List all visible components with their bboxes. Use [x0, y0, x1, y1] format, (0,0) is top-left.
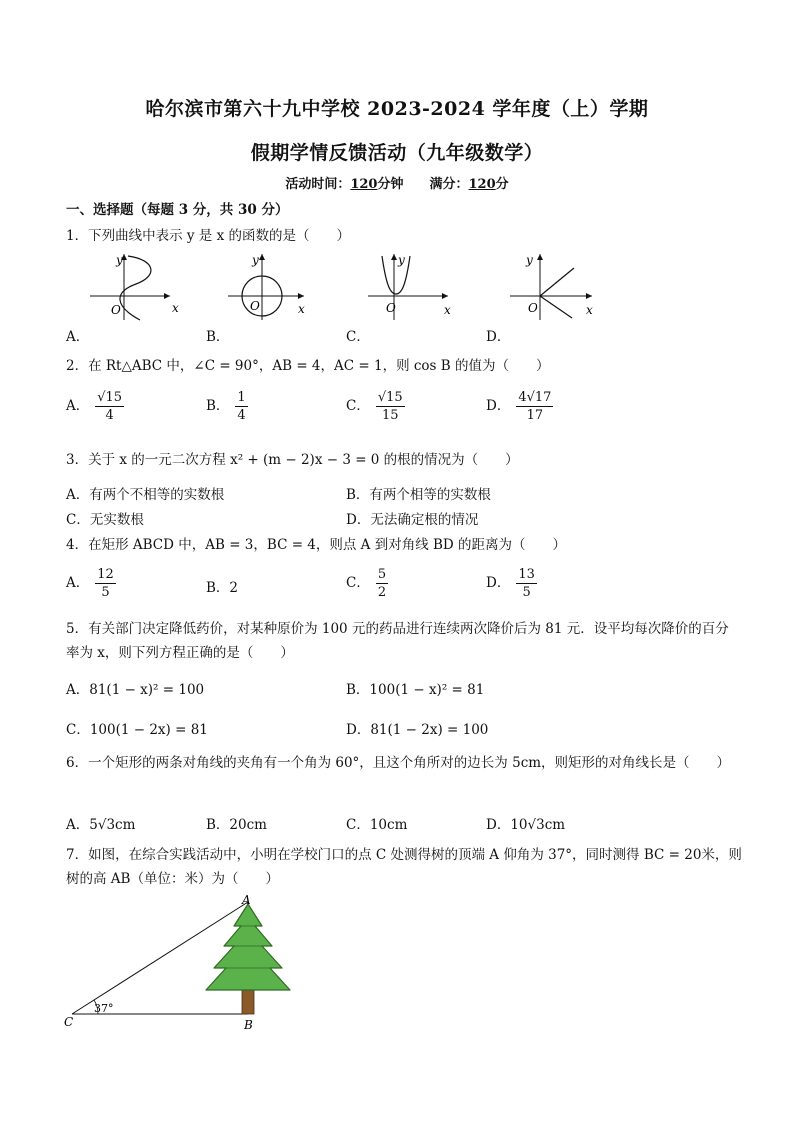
- tree-foliage: [206, 904, 290, 990]
- q1a-origin-label: O: [111, 303, 121, 317]
- q1d-y-label: y: [526, 253, 533, 267]
- q4-option-d: D． $\frac{13}{5}$: [486, 567, 535, 600]
- q3-option-d: D．无法确定根的情况: [346, 512, 479, 528]
- q5-option-b: B．100(1 − x)² = 81: [346, 682, 485, 698]
- q1d-x-label: x: [586, 303, 593, 317]
- q6-option-c: C．10cm: [346, 817, 408, 833]
- q6-option-b: B．20cm: [206, 817, 267, 833]
- q1-option-c: C．: [346, 329, 370, 345]
- q1a-y-label: y: [116, 253, 123, 267]
- q3-option-c: C．无实数根: [66, 512, 144, 528]
- question-1-stem: 1．下列曲线中表示 y 是 x 的函数的是（ ）: [66, 228, 350, 244]
- q1-graph-c: [366, 250, 462, 324]
- q1-option-a: A．: [66, 329, 90, 345]
- q2-option-a: A． $\frac{√15}{4}$: [66, 390, 123, 423]
- time-unit: 分钟: [377, 177, 404, 192]
- question-4-stem: 4．在矩形 ABCD 中，AB = 3，BC = 4，则点 A 到对角线 BD 的距离为（ ）: [66, 537, 567, 553]
- label-angle: 37°: [94, 1002, 114, 1015]
- q5-option-c: C．100(1 − 2x) = 81: [66, 722, 208, 738]
- exam-meta: [0, 173, 794, 192]
- q6-option-a: A．5√3cm: [66, 817, 136, 833]
- q7-tree-figure: [62, 892, 322, 1037]
- q1c-origin-label: O: [386, 301, 396, 315]
- label-a: A: [242, 893, 251, 907]
- q5-option-d: D．81(1 − 2x) = 100: [346, 722, 489, 738]
- question-3-stem: 3．关于 x 的一元二次方程 x² + (m − 2)x − 3 = 0 的根的情况为（ ）: [66, 452, 519, 468]
- q1-option-b: B．: [206, 329, 230, 345]
- q5-option-a: A．81(1 − x)² = 100: [66, 682, 205, 698]
- score-unit: 分: [495, 177, 509, 192]
- exam-subtitle: 假期学情反馈活动（九年级数学）: [250, 142, 544, 164]
- question-5-stem: 5．有关部门决定降低药价，对某种原价为 100 元的药品进行连续两次降价后为 81 元．设平均每次降价的百分率为 x，则下列方程正确的是（ ）: [66, 621, 729, 661]
- time-value: 120: [350, 177, 378, 192]
- q4-option-c: C． $\frac{5}{2}$: [346, 567, 387, 600]
- q1b-origin-label: O: [250, 299, 260, 313]
- q2-option-b: B． $\frac{1}{4}$: [206, 390, 246, 423]
- q2-option-d: D． $\frac{4√17}{17}$: [486, 390, 552, 423]
- q1-graph-d: [508, 250, 604, 324]
- line-ca: [72, 902, 248, 1014]
- question-7-stem: 7．如图，在综合实践活动中，小明在学校门口的点 C 处测得树的顶端 A 仰角为 37°，同时测得 BC = 20米，则树的高 AB（单位：米）为（ ）: [66, 847, 742, 887]
- q1-graph-a: [84, 250, 184, 324]
- q4-option-a: A． $\frac{12}{5}$: [66, 567, 114, 600]
- question-6-stem: 6．一个矩形的两条对角线的夹角有一个角为 60°，且这个角所对的边长为 5cm，则矩形的对角线长是（ ）: [66, 755, 731, 771]
- q1b-x-label: x: [298, 302, 305, 316]
- section-heading: 一、选择题（每题 3 分，共 30 分）: [66, 202, 289, 218]
- q2-option-c: C． $\frac{√15}{15}$: [346, 390, 403, 423]
- q1-graph-b: [226, 250, 316, 324]
- q1c-y-label: y: [398, 253, 405, 267]
- score-value: 120: [468, 177, 496, 192]
- label-c: C: [64, 1015, 74, 1029]
- q1c-x-label: x: [444, 303, 451, 317]
- q3-option-a: A．有两个不相等的实数根: [66, 487, 225, 503]
- label-b: B: [244, 1018, 253, 1032]
- q1b-y-label: y: [252, 253, 259, 267]
- question-2-stem: 2．在 Rt△ABC 中，∠C = 90°，AB = 4，AC = 1，则 cos B 的值为（ ）: [66, 358, 550, 374]
- q6-option-d: D．10√3cm: [486, 817, 566, 833]
- q1-option-d: D．: [486, 329, 511, 345]
- q3-option-b: B．有两个相等的实数根: [346, 487, 491, 503]
- time-label: 活动时间：: [285, 177, 351, 192]
- score-label: 满分：: [429, 177, 469, 192]
- q4-option-b: B．2: [206, 580, 239, 596]
- q1a-x-label: x: [172, 301, 179, 315]
- q1d-origin-label: O: [528, 301, 538, 315]
- exam-title: 哈尔滨市第六十九中学校 2023-2024 学年度（上）学期: [145, 98, 649, 120]
